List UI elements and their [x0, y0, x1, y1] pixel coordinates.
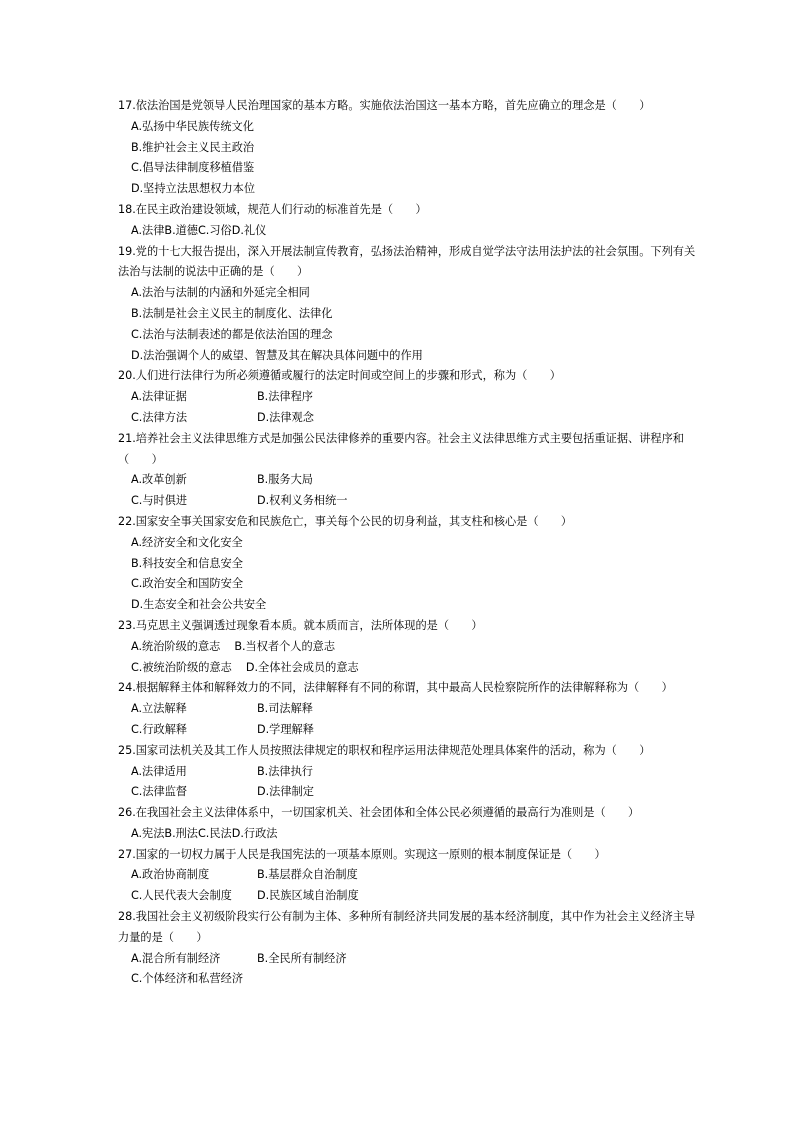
- question-options: [118, 117, 698, 200]
- question-block: [118, 366, 698, 428]
- question-block: [118, 678, 698, 740]
- question-stem: 28.我国社会主义初级阶段实行公有制为主体、多种所有制经济共同发展的基本经济制度，其中作为社会主义经济主导力量的是（ ）: [118, 910, 696, 944]
- answer-option: B.全民所有制经济: [257, 951, 347, 965]
- option-row: [131, 658, 698, 679]
- answer-option: B.服务大局: [257, 473, 313, 487]
- question-stem: 17.依法治国是党领导人民治理国家的基本方略。实施依法治国这一基本方略，首先应确立的理念是（ ）: [118, 99, 651, 112]
- option-row: [131, 762, 698, 783]
- answer-option: C.习俗: [198, 223, 232, 237]
- answer-option: B.法制是社会主义民主的制度化、法律化: [131, 306, 333, 320]
- answer-option: C.个体经济和私营经济: [131, 972, 244, 986]
- question-stem: 25.国家司法机关及其工作人员按照法律规定的职权和程序运用法律规范处理具体案件的活动，称为（ ）: [118, 743, 651, 757]
- option-row: [131, 221, 698, 242]
- question-options: [118, 283, 698, 366]
- question-block: [118, 429, 698, 512]
- option-row: [131, 346, 698, 367]
- option-row: [131, 637, 698, 658]
- answer-option: C.法治与法制表述的都是依法治国的理念: [131, 327, 333, 341]
- option-row: [131, 720, 698, 741]
- question-stem: 19.党的十七大报告提出，深入开展法制宣传教育，弘扬法治精神，形成自觉学法守法用法护法的社会氛围。下列有关法治与法制的说法中正确的是（ ）: [118, 244, 696, 279]
- question-options: [118, 949, 698, 991]
- answer-option: A.政治协商制度: [131, 868, 210, 882]
- answer-option: D.礼仪: [231, 223, 267, 237]
- answer-option: C.人民代表大会制度: [131, 889, 232, 903]
- answer-option: D.法治强调个人的威望、智慧及其在解决具体问题中的作用: [131, 348, 423, 362]
- question-block: [118, 512, 698, 616]
- question-block: [118, 616, 698, 678]
- option-row: [131, 824, 698, 845]
- answer-option: D.生态安全和社会公共安全: [131, 598, 267, 612]
- question-options: [118, 221, 698, 242]
- option-row: [131, 782, 698, 803]
- answer-option: D.学理解释: [257, 722, 314, 736]
- question-stem: 20.人们进行法律行为所必须遵循或履行的法定时间或空间上的步骤和形式，称为（ ）: [118, 369, 561, 383]
- answer-option: D.行政法: [231, 826, 278, 840]
- answer-option: C.政治安全和国防安全: [131, 577, 244, 591]
- answer-option: D.法律制定: [257, 785, 314, 799]
- question-options: [118, 387, 698, 429]
- answer-option: C.行政解释: [131, 722, 188, 736]
- answer-option: C.倡导法律制度移植借鉴: [131, 161, 255, 175]
- answer-option: B.维护社会主义民主政治: [131, 140, 255, 154]
- question-options: [118, 824, 698, 845]
- answer-option: A.法律: [131, 223, 165, 237]
- question-stem: 21.培养社会主义法律思维方式是加强公民法律修养的重要内容。社会主义法律思维方式主要包括重证据、讲程序和（ ）: [118, 431, 684, 466]
- answer-option: C.民法: [198, 826, 232, 840]
- option-row: [131, 865, 698, 886]
- question-block: [118, 96, 698, 200]
- question-stem: 26.在我国社会主义法律体系中，一切国家机关、社会团体和全体公民必须遵循的最高行为准则是（ ）: [118, 806, 640, 820]
- answer-option: C.法律监督: [131, 785, 188, 799]
- answer-option: C.与时俱进: [131, 494, 188, 508]
- answer-option: A.法治与法制的内涵和外延完全相同: [131, 286, 310, 300]
- question-options: [118, 762, 698, 804]
- answer-option: A.弘扬中华民族传统文化: [131, 119, 254, 133]
- option-row: [131, 699, 698, 720]
- answer-option: B.科技安全和信息安全: [131, 556, 243, 570]
- answer-option: A.经济安全和文化安全: [131, 535, 243, 549]
- answer-option: A.改革创新: [131, 473, 187, 487]
- answer-option: A.宪法: [131, 826, 165, 840]
- answer-option: B.刑法: [164, 826, 198, 840]
- option-row: [131, 138, 698, 159]
- option-row: [131, 117, 698, 138]
- question-options: [118, 470, 698, 512]
- answer-option: A.法律适用: [131, 764, 187, 778]
- answer-option: B.司法解释: [257, 702, 313, 716]
- question-options: [118, 533, 698, 616]
- answer-option: C.法律方法: [131, 410, 188, 424]
- question-options: [118, 637, 698, 679]
- option-row: [131, 554, 698, 575]
- question-options: [118, 865, 698, 907]
- question-stem: 23.马克思主义强调透过现象看本质。就本质而言，法所体现的是（ ）: [118, 618, 483, 632]
- answer-option: A.混合所有制经济: [131, 951, 221, 965]
- option-row: [131, 325, 698, 346]
- question-block: [118, 741, 698, 803]
- question-options: [118, 699, 698, 741]
- option-row: [131, 595, 698, 616]
- answer-option: D.坚持立法思想权力本位: [131, 182, 256, 196]
- option-row: [131, 283, 698, 304]
- answer-option: B.法律程序: [257, 390, 313, 404]
- question-block: [118, 907, 698, 990]
- answer-option: B.道德: [164, 223, 198, 237]
- option-row: [131, 491, 698, 512]
- answer-option: B.法律执行: [257, 764, 313, 778]
- answer-option: D.权利义务相统一: [257, 494, 348, 508]
- question-block: [118, 242, 698, 367]
- question-block: [118, 200, 698, 242]
- answer-option: A.统治阶级的意志: [131, 639, 221, 653]
- option-row: [131, 158, 698, 179]
- answer-option: D.全体社会成员的意志: [245, 660, 359, 674]
- question-stem: 18.在民主政治建设领域，规范人们行动的标准首先是（ ）: [118, 202, 427, 216]
- answer-option: A.立法解释: [131, 702, 187, 716]
- question-stem: 22.国家安全事关国家安危和民族危亡，事关每个公民的切身利益，其支柱和核心是（ ）: [118, 514, 573, 528]
- question-block: [118, 845, 698, 907]
- answer-option: A.法律证据: [131, 390, 187, 404]
- option-row: [131, 574, 698, 595]
- option-row: [131, 969, 698, 990]
- option-row: [131, 408, 698, 429]
- answer-option: C.被统治阶级的意志: [131, 660, 232, 674]
- answer-option: B.当权者个人的意志: [234, 639, 336, 653]
- answer-option: B.基层群众自治制度: [257, 868, 358, 882]
- option-row: [131, 533, 698, 554]
- option-row: [131, 886, 698, 907]
- question-block: [118, 803, 698, 845]
- question-stem: 27.国家的一切权力属于人民是我国宪法的一项基本原则。实现这一原则的根本制度保证是（ ）: [118, 847, 606, 861]
- option-row: [131, 470, 698, 491]
- answer-option: D.民族区域自治制度: [257, 889, 359, 903]
- answer-option: D.法律观念: [257, 410, 314, 424]
- option-row: [131, 179, 698, 200]
- question-stem: 24.根据解释主体和解释效力的不同，法律解释有不同的称谓，其中最高人民检察院所作的法律解释称为（ ）: [118, 681, 673, 695]
- option-row: [131, 949, 698, 970]
- option-row: [131, 304, 698, 325]
- option-row: [131, 387, 698, 408]
